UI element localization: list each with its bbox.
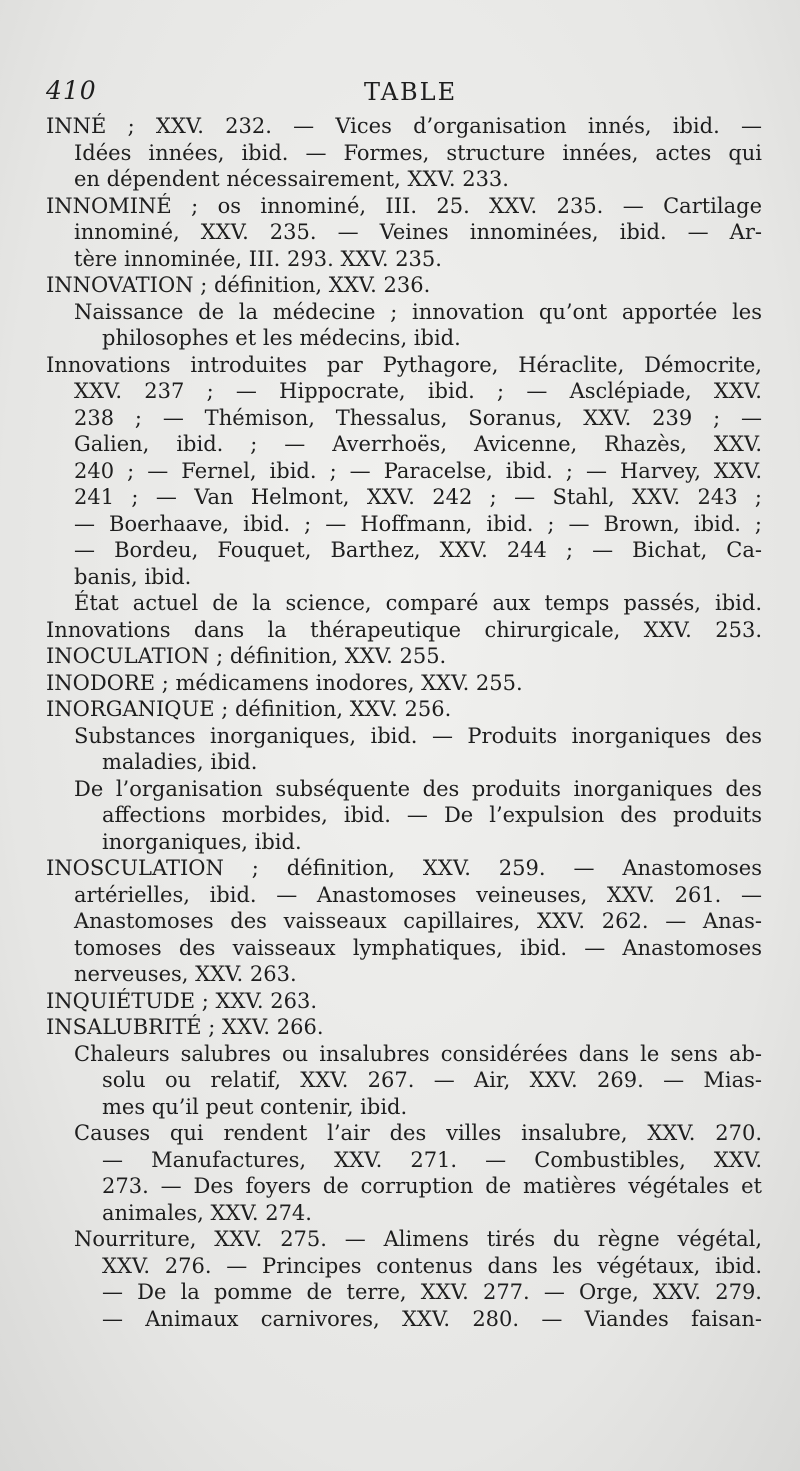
index-line: INOSCULATION ; définition, XXV. 259. — Anastomoses [46, 856, 762, 880]
index-line: INOCULATION ; définition, XXV. 255. [46, 644, 447, 668]
index-line: — Animaux carnivores, XXV. 280. — Viandes faisan- [102, 1306, 762, 1331]
index-line: Substances inorganiques, ibid. — Produits inorganiques des [74, 723, 762, 748]
index-line: artérielles, ibid. — Anastomoses veineuses, XXV. 261. — [74, 882, 762, 907]
index-line: philosophes et les médecins, ibid. [102, 326, 461, 350]
page-number: 410 [46, 76, 97, 105]
index-line: animales, XXV. 274. [102, 1200, 312, 1225]
index-line: INNOVATION ; définition, XXV. 236. [46, 273, 431, 297]
index-line: — Bordeu, Fouquet, Barthez, XXV. 244 ; — Bichat, Ca- [74, 538, 762, 562]
index-line: INNÉ ; XXV. 232. — Vices d’organisation innés, ibid. — [46, 114, 762, 138]
index-line: Innovations introduites par Pythagore, Héraclite, Démocrite, [46, 352, 762, 377]
index-line: affections morbides, ibid. — De l’expulsion des produits [102, 803, 762, 827]
index-entries [46, 113, 762, 1332]
index-line: inorganiques, ibid. [102, 829, 302, 854]
index-line: innominé, XXV. 235. — Veines innominées, ibid. — Ar- [74, 220, 762, 244]
index-line: nerveuses, XXV. 263. [74, 962, 297, 986]
index-line: État actuel de la science, comparé aux temps passés, ibid. [74, 591, 762, 615]
index-line: INODORE ; médicamens inodores, XXV. 255. [46, 670, 523, 695]
index-line: De l’organisation subséquente des produits inorganiques des [74, 776, 762, 801]
index-line: 240 ; — Fernel, ibid. ; — Paracelse, ibid. ; — Harvey, XXV. [74, 458, 762, 483]
index-line: XXV. 276. — Principes contenus dans les végétaux, ibid. [102, 1253, 762, 1278]
index-line: Chaleurs salubres ou insalubres considérées dans le sens ab- [74, 1041, 762, 1066]
index-line: Nourriture, XXV. 275. — Alimens tirés du règne végétal, [74, 1227, 762, 1251]
index-line: INORGANIQUE ; définition, XXV. 256. [46, 697, 452, 721]
index-line: Naissance de la médecine ; innovation qu’ont apportée les [74, 299, 762, 324]
index-line: 241 ; — Van Helmont, XXV. 242 ; — Stahl, XXV. 243 ; [74, 485, 762, 509]
index-line: Innovations dans la thérapeutique chirurgicale, XXV. 253. [46, 617, 762, 642]
index-line: Causes qui rendent l’air des villes insalubre, XXV. 270. [74, 1121, 762, 1145]
page-header [46, 76, 756, 110]
index-line: 238 ; — Thémison, Thessalus, Soranus, XXV. 239 ; — [74, 405, 762, 430]
index-line: INNOMINÉ ; os innominé, III. 25. XXV. 235. — Cartilage [46, 193, 762, 218]
index-line: — Boerhaave, ibid. ; — Hoffmann, ibid. ; — Brown, ibid. ; [74, 511, 762, 536]
index-line: INSALUBRITÉ ; XXV. 266. [46, 1015, 324, 1039]
index-line: 273. — Des foyers de corruption de matières végétales et [102, 1174, 762, 1198]
index-line: tère innominée, III. 293. XXV. 235. [74, 246, 442, 271]
index-line: tomoses des vaisseaux lymphatiques, ibid. — Anastomoses [74, 935, 762, 960]
index-line: — Manufactures, XXV. 271. — Combustibles, XXV. [102, 1147, 762, 1172]
index-line: banis, ibid. [74, 564, 192, 589]
index-line: maladies, ibid. [102, 750, 258, 774]
index-line: mes qu’il peut contenir, ibid. [102, 1094, 408, 1119]
index-line: Galien, ibid. ; — Averrhoës, Avicenne, Rhazès, XXV. [74, 432, 762, 456]
index-line: solu ou relatif, XXV. 267. — Air, XXV. 269. — Mias- [102, 1068, 762, 1092]
index-line: XXV. 237 ; — Hippocrate, ibid. ; — Asclépiade, XXV. [74, 379, 762, 403]
index-line: en dépendent nécessairement, XXV. 233. [74, 167, 509, 191]
index-line: — De la pomme de terre, XXV. 277. — Orge, XXV. 279. [102, 1280, 762, 1304]
index-line: Idées innées, ibid. — Formes, structure innées, actes qui [74, 140, 762, 165]
index-line: INQUIÉTUDE ; XXV. 263. [46, 988, 318, 1013]
running-title: TABLE [364, 78, 458, 106]
index-line: Anastomoses des vaisseaux capillaires, XXV. 262. — Anas- [74, 909, 762, 933]
